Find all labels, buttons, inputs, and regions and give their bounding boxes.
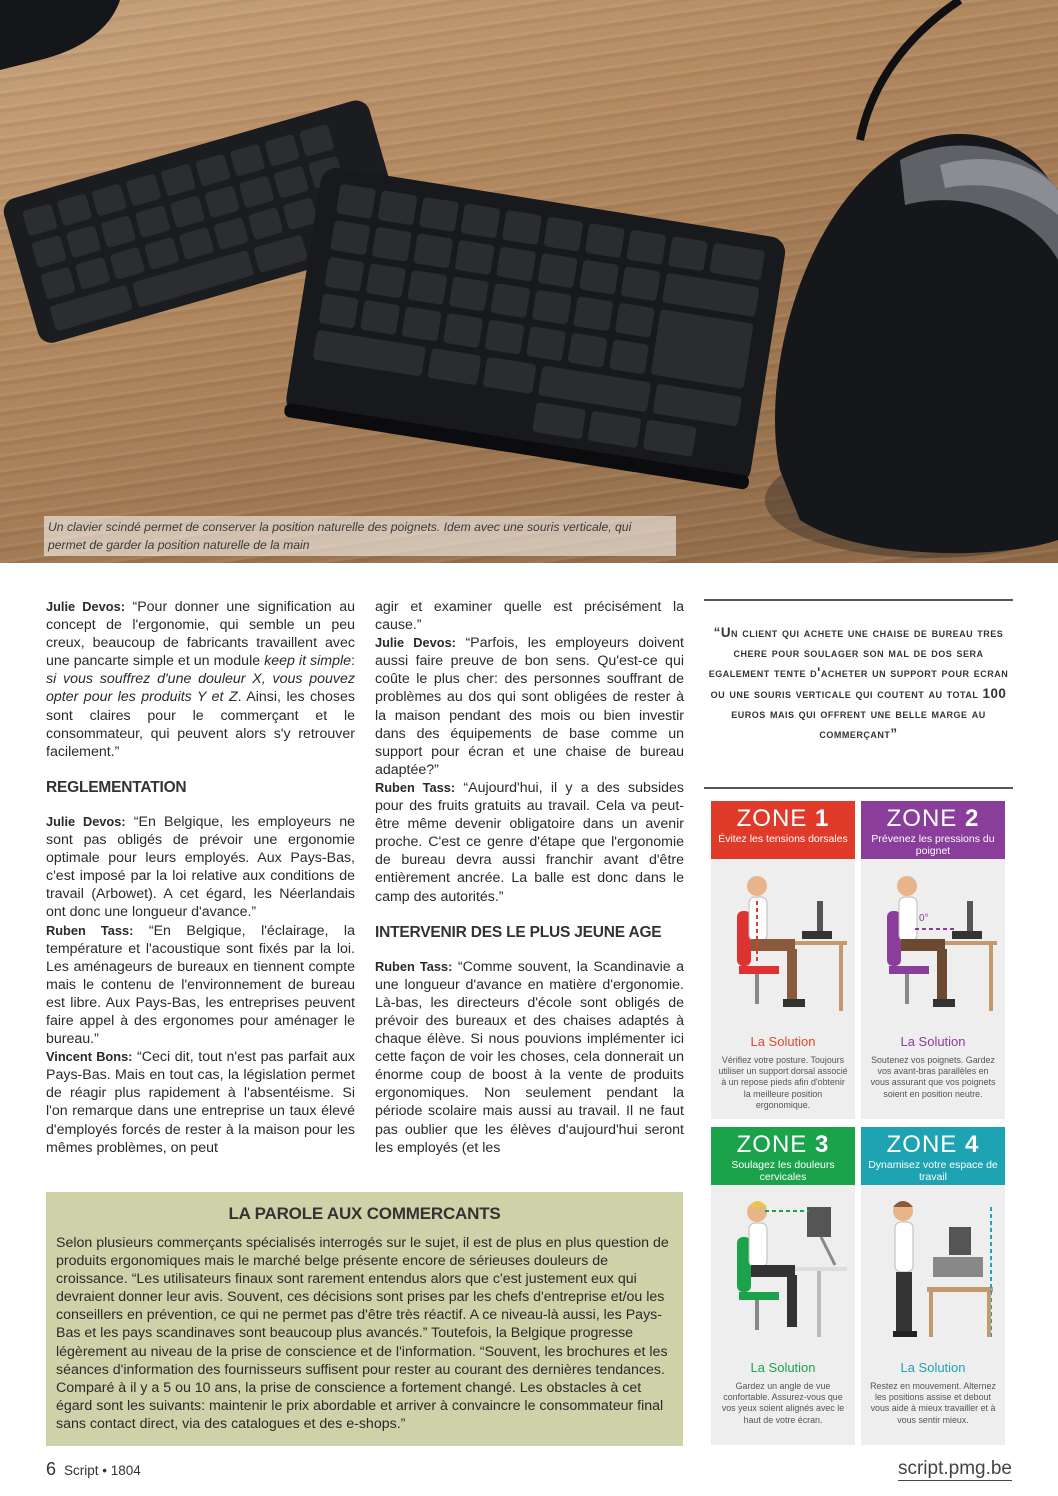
zone-card-4 — [861, 1127, 1005, 1445]
footer-left — [46, 1459, 141, 1480]
posture-illustration-icon — [717, 1197, 849, 1347]
zone-title — [711, 1131, 855, 1159]
paragraph — [46, 922, 355, 1049]
zone-solution-title: La Solution — [900, 1360, 966, 1375]
box-title: LA PAROLE AUX COMMERCANTS — [228, 1204, 501, 1223]
zone-number: 3 — [814, 1131, 830, 1158]
zone-header — [711, 801, 855, 859]
paragraph — [46, 598, 355, 761]
zone-word: ZONE — [886, 805, 958, 832]
section-heading: REGLEMENTATION — [46, 778, 187, 796]
speaker-name: Julie Devos: — [375, 635, 456, 651]
zone-header — [861, 801, 1005, 859]
paragraph-text: “Comme souvent, la Scandinavie a une longueur d'avance en matière d'ergonomie. Là-bas, les directeurs d'école sont obligés de prévoir des bureaux et des chaises adaptés à chaque élève. Si nous pouvions implémenter ici cette façon de voir les choses, cela donnerait un énorme coup de boost à la vente de produits ergonomiques. Non seulement pendant la période scolaire mais aussi au travail. Il ne faut pas oublier que les élèves d'aujourd'hui seront les employés (et les — [375, 958, 684, 1156]
zone-header — [861, 1127, 1005, 1185]
posture-illustration-icon — [867, 1197, 999, 1347]
paragraph-text: “Ceci dit, tout n'est pas parfait aux Pays-Bas. Mais en tout cas, la législation permet de réagir plus rapidement à l'absentéisme. Si l'on remarque dans une entreprise un taux élevé d'employés forcés de rester à la maison pour les mêmes problèmes, on peut — [46, 1049, 355, 1156]
zone-card-2 — [861, 801, 1005, 1119]
zone-subtitle: Prévenez les pressions du poignet — [871, 833, 995, 857]
speaker-name: Julie Devos: — [46, 599, 125, 614]
ergonomics-infographic — [711, 801, 1005, 1445]
paragraph-italic: keep it simple — [264, 653, 352, 670]
paragraph-italic: si vous souffrez d'une douleur X, vous pouvez opter pour les produits Y et Z — [46, 671, 355, 706]
zone-solution-title: La Solution — [750, 1360, 816, 1375]
publication-name: Script • 1804 — [64, 1463, 141, 1478]
speaker-name: Vincent Bons: — [46, 1049, 133, 1065]
keyboard-mouse-illustration — [0, 0, 1058, 563]
zone-subtitle: Soulagez les douleurs cervicales — [731, 1159, 835, 1183]
paragraph — [46, 813, 355, 922]
zone-subtitle: Dynamisez votre espace de travail — [868, 1159, 998, 1183]
zone-description: Soutenez vos poignets. Gardez vos avant-bras parallèles en vous assurant que vos poignets soient en position neutre. — [870, 1055, 996, 1099]
zone-solution-title: La Solution — [900, 1034, 966, 1049]
zone-title — [861, 805, 1005, 833]
posture-illustration-icon — [717, 871, 849, 1021]
paragraph — [375, 779, 684, 906]
paragraph-text: “Pour donner une signification au concept de l'ergonomie, qui semble un peu creux, beaucoup de fabricants travaillent avec une pancarte simple et un module — [46, 599, 355, 670]
photo-caption: Un clavier scindé permet de conserver la position naturelle des poignets. Idem avec une souris verticale, qui permet de garder la position naturelle de la main — [44, 516, 676, 556]
zone-solution-title: La Solution — [750, 1034, 816, 1049]
paragraph-text: “En Belgique, l'éclairage, la température et l'acoustique sont fixés par la loi. Les aménageurs de bureaux en tiennent compte mais le contenu de l'environnement de bureau est libre. Aux Pays-Bas, les entreprises peuvent faire appel à des ergonomes pour aménager le bureau.” — [46, 922, 355, 1048]
paragraph-text: . Ainsi, les choses sont claires pour le commerçant et le consommateur, qui peuvent alors s'y retrouver facilement.” — [46, 689, 355, 760]
zone-subtitle: Évitez les tensions dorsales — [718, 833, 848, 845]
zone-description: Vérifiez votre posture. Toujours utiliser un support dorsal associé à un repose pieds afin d'obtenir la meilleure position ergonomique. — [718, 1055, 848, 1110]
paragraph — [375, 634, 684, 779]
zone-description: Restez en mouvement. Alternez les positions assise et debout vous aide à mieux travailler et à vous sentir mieux. — [870, 1381, 996, 1425]
paragraph — [46, 1048, 355, 1157]
paragraph-text: “Parfois, les employeurs doivent aussi faire preuve de bon sens. Qu'est-ce qui coûte le plus cher: des personnes souffrant de problèmes au dos qui sont obligées de rester à la maison pendant des mois ou bien investir dans des équipements de base comme un support pour écran et une chaise de bureau adaptée?” — [375, 635, 684, 778]
zone-header — [711, 1127, 855, 1185]
paragraph: agir et examiner quelle est précisément la cause.” — [375, 599, 684, 634]
zone-word: ZONE — [886, 1131, 958, 1158]
sidebar-box — [46, 1192, 683, 1446]
zone-card-3 — [711, 1127, 855, 1445]
zone-description: Gardez un angle de vue confortable. Assurez-vous que vos yeux soient alignés avec le haut de votre écran. — [721, 1381, 845, 1425]
pull-quote: “Un client qui achete une chaise de bureau tres chere pour soulager son mal de dos sera egalement tente d'acheter un support pour ecran ou une souris verticale qui coutent au total 100 euros mais qui offrent une belle marge au commerçant” — [704, 599, 1013, 789]
zone-card-1 — [711, 801, 855, 1119]
zone-word: ZONE — [736, 1131, 808, 1158]
zone-number: 2 — [964, 805, 980, 832]
website-link[interactable]: script.pmg.be — [897, 1458, 1012, 1479]
paragraph-text: “Aujourd'hui, il y a des subsides pour des fruits gratuits au travail. Cela va peut-être même devenir obligatoire dans un avenir proche. C'est ce genre d'étape que l'ergonomie de bureau devra aussi franchir avant d'être entièrement ancrée. La balle est donc dans le camp des autorités.” — [375, 779, 684, 905]
paragraph-text: : — [351, 653, 355, 670]
paragraph-text: “En Belgique, les employeurs ne sont pas obligés de prévoir une ergonomie optimale pour leurs employés. Aux Pays-Bas, c'est imposé par la loi relative aux conditions de travail (Arbowet). A cet égard, les Néerlandais ont donc une longueur d'avance.” — [46, 813, 355, 921]
page-number: 6 — [46, 1459, 57, 1479]
zone-number: 4 — [964, 1131, 980, 1158]
speaker-name: Ruben Tass: — [375, 958, 453, 974]
angle-label: 0° — [919, 913, 929, 924]
zone-title — [861, 1131, 1005, 1159]
zone-number: 1 — [814, 805, 830, 832]
section-heading: INTERVENIR DES LE PLUS JEUNE AGE — [375, 923, 662, 941]
speaker-name: Ruben Tass: — [375, 779, 456, 795]
box-text: Selon plusieurs commerçants spécialisés interrogés sur le sujet, il est de plus en plus question de produits ergonomiques mais le marché belge présente encore de sérieuses douleurs de croissance. “Les utilisateurs finaux sont rarement entendus alors que c'est justement eux qui devraient donner leur avis. Souvent, ces décisions sont prises par les chefs d'entreprise et/ou les conseillers en prévention, ce qui ne permet pas d'être très réactif. A ce niveau-là aussi, les Pays-Bas et les pays scandinaves sont beaucoup plus avancés.” Toutefois, la Belgique progresse légèrement au niveau de la prise de conscience et de l'information. “Souvent, les brochures et les séances d'information des fournisseurs suffisent pour rester au courant des dernières tendances. Comparé à il y a 5 ou 10 ans, la prise de conscience a fortement changé. Les obstacles à cet égard sont les suivants: maintenir le prix abordable et arriver à convaincre le consommateur final sans contact direct, via des catalogues et des e-shops.” — [56, 1235, 669, 1432]
speaker-name: Ruben Tass: — [46, 922, 134, 938]
zone-title — [711, 805, 855, 833]
posture-illustration-icon — [867, 871, 999, 1021]
speaker-name: Julie Devos: — [46, 813, 126, 829]
zone-word: ZONE — [736, 805, 808, 832]
article-column-2 — [375, 598, 684, 1157]
paragraph — [375, 958, 684, 1157]
article-column-1 — [46, 598, 355, 1157]
hero-photo — [0, 0, 1058, 563]
